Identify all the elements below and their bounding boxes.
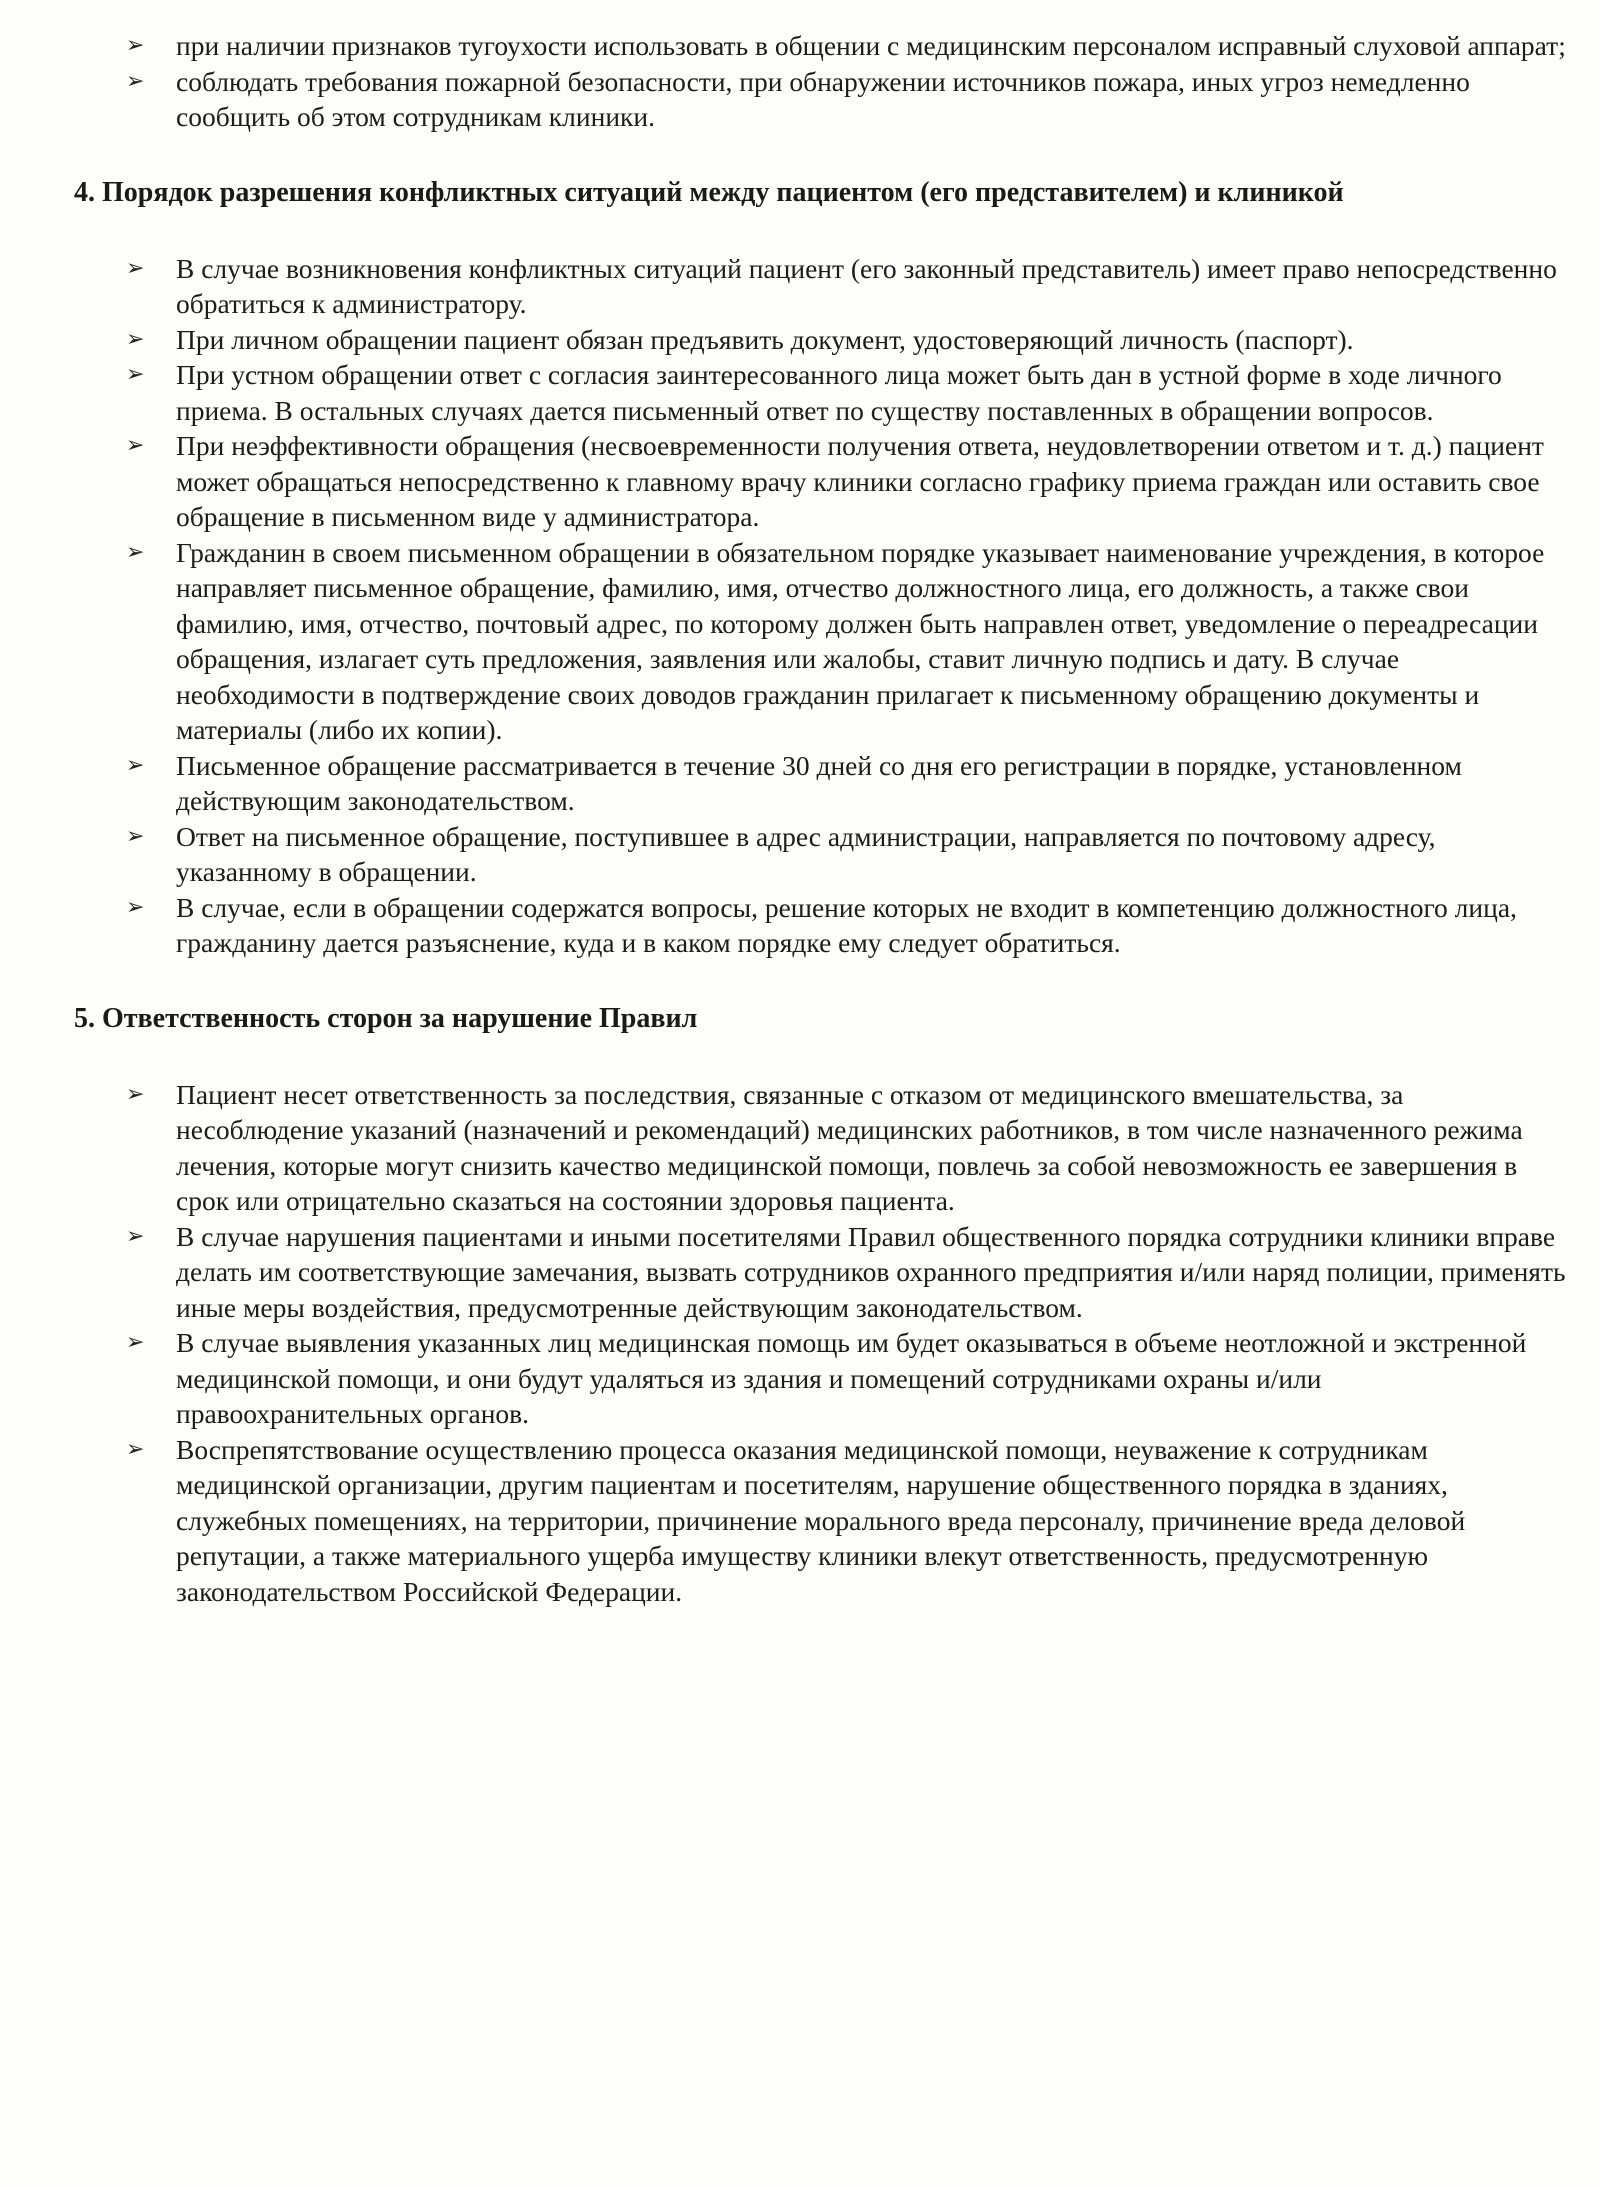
intro-list bbox=[74, 28, 1574, 135]
arrowhead-bullet-icon: ➢ bbox=[126, 433, 145, 458]
list-item: ➢ В случае нарушения пациентами и иными посетителями Правил общественного порядка сотрудники клиники вправе делать им соответствующие замечания, вызвать сотрудников охранного предприятия и/или наряд полиции, применять иные меры воздействия, предусмотренные действующим законодательством. bbox=[126, 1220, 1566, 1323]
list-item: ➢ Воспрепятствование осуществлению процесса оказания медицинской помощи, неуважение к сотрудникам медицинской организации, другим пациентам и посетителям, нарушение общественного порядка в зданиях, служебных помещениях, на территории, причинение морального вреда персоналу, причинение вреда деловой репутации, а также материального ущерба имуществу клиники влекут ответственность, предусмотренную законодательством Российской Федерации. bbox=[126, 1433, 1466, 1607]
arrowhead-bullet-icon: ➢ bbox=[126, 752, 145, 778]
arrowhead-bullet-icon: ➢ bbox=[126, 68, 145, 94]
arrowhead-bullet-icon: ➢ bbox=[126, 823, 145, 849]
section-5-list bbox=[74, 1077, 1574, 1610]
list-item: ➢ при наличии признаков тугоухости использовать в общении с медицинским персоналом исправный слуховой аппарат; bbox=[74, 28, 1574, 64]
section-4-list bbox=[74, 251, 1574, 961]
document-content bbox=[74, 28, 1574, 1609]
list-item: ➢ При устном обращении ответ с согласия заинтересованного лица может быть дан в устной форме в ходе личного приема. В остальных случаях дается письменный ответ по существу поставленных в обращении вопросов. bbox=[126, 359, 1502, 426]
arrowhead-bullet-icon: ➢ bbox=[126, 1223, 145, 1249]
arrowhead-bullet-icon: ➢ bbox=[126, 1436, 145, 1462]
arrowhead-bullet-icon: ➢ bbox=[126, 255, 145, 281]
list-item: ➢ В случае, если в обращении содержатся вопросы, решение которых не входит в компетенцию должностного лица, гражданину дается разъяснение, куда и в каком порядке ему следует обратиться. bbox=[126, 891, 1517, 958]
list-item: ➢ Письменное обращение рассматривается в течение 30 дней со дня его регистрации в порядке, установленном действующим законодательством. bbox=[126, 749, 1462, 816]
list-item: ➢ Ответ на письменное обращение, поступившее в адрес администрации, направляется по почтовому адресу, указанному в обращении. bbox=[126, 820, 1436, 887]
arrowhead-bullet-icon: ➢ bbox=[126, 326, 145, 352]
list-item: ➢ В случае выявления указанных лиц медицинская помощь им будет оказываться в объеме неотложной и экстренной медицинской помощи, и они будут удаляться из здания и помещений сотрудниками охраны и/или правоохранительных органов. bbox=[126, 1327, 1527, 1429]
list-item: ➢ При личном обращении пациент обязан предъявить документ, удостоверяющий личность (паспорт). bbox=[74, 322, 1574, 358]
arrowhead-bullet-icon: ➢ bbox=[126, 539, 145, 565]
list-item: ➢ В случае возникновения конфликтных ситуаций пациент (его законный представитель) имеет право непосредственно обратиться к администратору. bbox=[126, 252, 1557, 319]
arrowhead-bullet-icon: ➢ bbox=[126, 1081, 145, 1107]
arrowhead-bullet-icon: ➢ bbox=[126, 362, 145, 387]
list-item: ➢ При неэффективности обращения (несвоевременности получения ответа, неудовлетворении ответом и т. д.) пациент может обращаться непосредственно к главному врачу клиники согласно графику приема граждан или оставить свое обращение в письменном виде у администратора. bbox=[126, 430, 1544, 532]
list-item: ➢ соблюдать требования пожарной безопасности, при обнаружении источников пожара, иных угроз немедленно сообщить об этом сотрудникам клиники. bbox=[126, 65, 1470, 132]
section-4-title: 4. Порядок разрешения конфликтных ситуаций между пациентом (его представителем) и клиникой bbox=[74, 176, 1344, 208]
arrowhead-bullet-icon: ➢ bbox=[126, 894, 145, 920]
arrowhead-bullet-icon: ➢ bbox=[126, 1330, 145, 1355]
arrowhead-bullet-icon: ➢ bbox=[126, 33, 145, 58]
list-item: ➢ Гражданин в своем письменном обращении в обязательном порядке указывает наименование учреждения, в которое направляет письменное обращение, фамилию, имя, отчество должностного лица, его должность, а также свои фамилию, имя, отчество, почтовый адрес, по которому должен быть направлен ответ, уведомление о переадресации обращения, излагает суть предложения, заявления или жалобы, ставит личную подпись и дату. В случае необходимости в подтверждение своих доводов гражданин прилагает к письменному обращению документы и материалы (либо их копии). bbox=[126, 536, 1545, 745]
section-5-title: 5. Ответственность сторон за нарушение Правил bbox=[74, 1002, 698, 1034]
list-item: ➢ Пациент несет ответственность за последствия, связанные с отказом от медицинского вмешательства, за несоблюдение указаний (назначений и рекомендаций) медицинских работников, в том числе назначенного режима лечения, которые могут снизить качество медицинской помощи, повлечь за собой невозможность ее завершения в срок или отрицательно сказаться на состоянии здоровья пациента. bbox=[126, 1078, 1523, 1216]
